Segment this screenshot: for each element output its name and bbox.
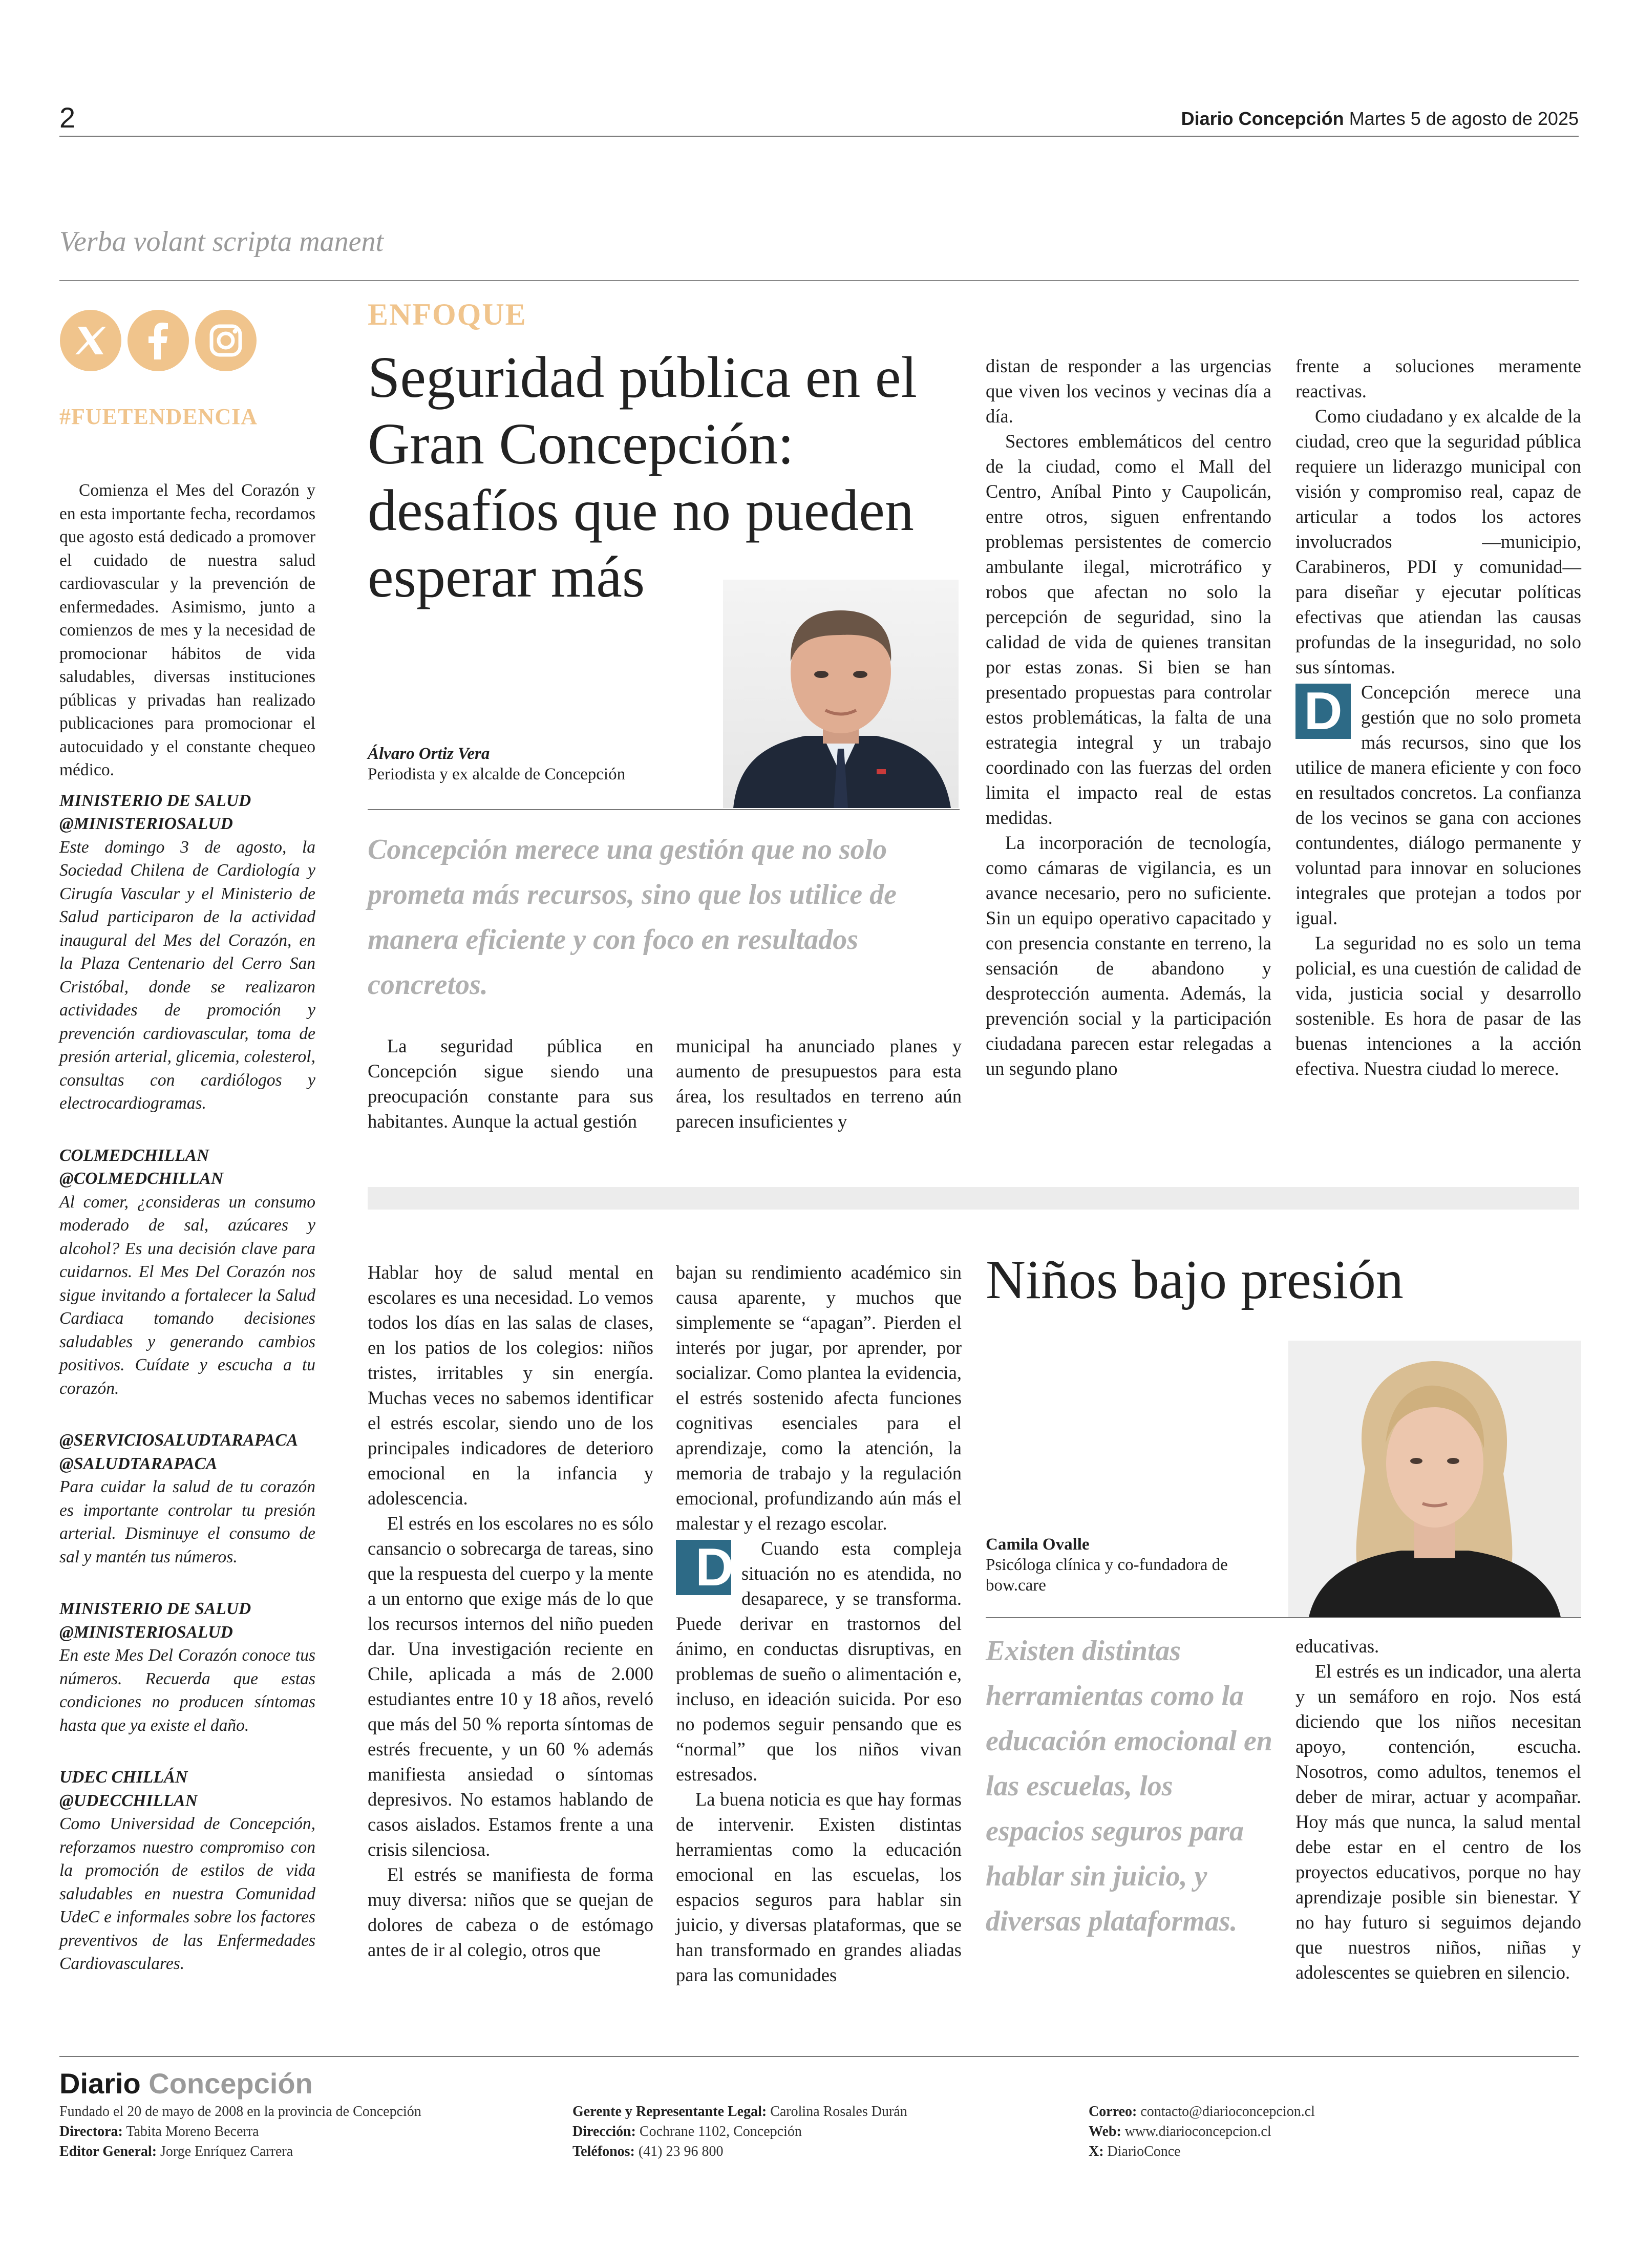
sidebar-intro: Comienza el Mes del Corazón y en esta importante fecha, recordamos que agosto está dedicado a promover el cuidado de nuestra salud cardiovascular y la prevención de enfermedades. Asimismo, junto a comienzos de mes y la necesidad de promocionar hábitos de vida saludables, diversas instituciones públicas y privadas han realizado publicaciones para promocionar el autocuidado y el constante chequeo médico.: [59, 481, 315, 779]
author-byline: [368, 744, 675, 785]
tweet-account: UDEC CHILLÁN: [59, 1768, 188, 1787]
author-name: Camila Ovalle: [986, 1535, 1090, 1554]
x-logo-icon: [59, 309, 122, 372]
author-photo: [1288, 1341, 1581, 1617]
tweet-card: [59, 1144, 315, 1401]
footer-email: Correo: contacto@diarioconcepcion.cl: [1089, 2104, 1315, 2119]
x-handle-link[interactable]: DiarioConce: [1107, 2144, 1181, 2159]
footer-logo-concepcion: Concepción: [148, 2067, 313, 2100]
paragraph-text: Cuando esta compleja situación no es atendida, no desaparece, y se transforma. Puede derivar en trastornos del ánimo, en conductas disruptivas, en problemas de sueño o alimentación e, incluso, en ideación suicida. Por eso no podemos seguir pensando que es “normal” que los niños vivan estresados.: [676, 1538, 962, 1785]
footer-col-3: [1089, 2102, 1580, 2161]
author-byline: [986, 1534, 1272, 1596]
web-link[interactable]: www.diarioconcepcion.cl: [1124, 2124, 1271, 2139]
article1-column-2: [676, 1033, 962, 1134]
motto-rule: [59, 280, 1579, 281]
tweet-text: Al comer, ¿consideras un consumo moderado de sal, azúcares y alcohol? Es una decisión clave para cuidarnos. El Mes Del Corazón nos sigue invitando a fortalecer la Salud Cardiaca tomando decisiones saludables y generando cambios positivos. Cuídate y escucha a tu corazón.: [59, 1192, 315, 1398]
pull-quote: Existen distintas herramientas como la educación emocional en las escuelas, los espacios seguros para hablar sin juicio, y diversas plataformas.: [986, 1635, 1272, 1937]
dropcap: D: [1295, 684, 1351, 739]
paragraph: La seguridad no es solo un tema policial, es una cuestión de calidad de vida, justicia social y desarrollo sostenible. Es hora de pasar de las buenas intenciones a la acción efectiva. Nuestra ciudad lo merece.: [1295, 932, 1581, 1079]
page-number: 2: [59, 101, 76, 134]
paragraph: bajan su rendimiento académico sin causa aparente, y muchos que simplemente se “apagan”. Pierden el interés por jugar, por aprender, por socializar. Como plantea la evidencia, el estrés sostenido afecta funciones cognitivas esenciales para el aprendizaje, como la atención, la memoria de trabajo y la regulación emocional, profundizando aún más el malestar y el rezago escolar.: [676, 1262, 962, 1534]
footer-director: Directora: Tabita Moreno Becerra: [59, 2124, 259, 2139]
social-icons: [59, 307, 264, 374]
pull-quote: Concepción merece una gestión que no solo prometa más recursos, sino que los utilice de manera eficiente y con foco en resultados concretos.: [368, 834, 897, 1001]
header-rule: [59, 136, 1579, 137]
author-role: Periodista y ex alcalde de Concepción: [368, 765, 626, 783]
paragraph: La seguridad pública en Concepción sigue siendo una preocupación constante para sus habitantes. Aunque la actual gestión: [368, 1035, 653, 1132]
paragraph: Hablar hoy de salud mental en escolares es una necesidad. Lo vemos todos los días en las salas de clases, en los patios de los colegios: niños tristes, irritables y sin energía. Muchas veces no sabemos identificar el estrés escolar, siendo uno de los principales indicadores de deterioro emocional en la infancia y adolescencia.: [368, 1262, 653, 1509]
footer-manager: Gerente y Representante Legal: Carolina Rosales Durán: [572, 2104, 907, 2119]
tweet-account: @SERVICIOSALUDTARAPACA: [59, 1431, 299, 1450]
paragraph: El estrés se manifiesta de forma muy diversa: niños que se quejan de dolores de cabeza o de estómago antes de ir al colegio, otros que: [368, 1864, 653, 1960]
tweet-card: [59, 1597, 315, 1737]
motto: Verba volant scripta manent: [59, 226, 384, 258]
paragraph: Sectores emblemáticos del centro de la ciudad, como el Mall del Centro, Aníbal Pinto y Caupolicán, entre otros, siguen enfrentando problemas persistentes de comercio ambulante ilegal, microtráfico y robos que afectan no solo la percepción de seguridad, sino la calidad de vida de quienes transitan por estas zonas. Si bien se han presentado propuestas para controlar estos problemáticas, la falta de una estrategia integral y un trabajo coordinado con las fuerzas del orden limita el impacto real de estas medidas.: [986, 431, 1271, 828]
footer-phone: Teléfonos: (41) 23 96 800: [572, 2144, 724, 2159]
article2-title: Niños bajo presión: [986, 1249, 1404, 1310]
author-photo: [723, 580, 959, 808]
footer-address: Dirección: Cochrane 1102, Concepción: [572, 2124, 802, 2139]
article1-title: Seguridad pública en el Gran Concepción: desafíos que no pueden esperar más: [368, 345, 918, 609]
paragraph: municipal ha anunciado planes y aumento de presupuestos para esta área, los resultados en terreno aún parecen insuficientes y: [676, 1035, 962, 1132]
footer-rule: [59, 2056, 1579, 2057]
paragraph: La buena noticia es que hay formas de intervenir. Existen distintas herramientas como la educación emocional en las escuelas, los espacios seguros para hablar sin juicio, y diversas plataformas, que se han transformado en grandes aliadas para las comunidades: [676, 1789, 962, 1985]
tweet-handle: @MINISTERIOSALUD: [59, 814, 233, 833]
footer-col-2: [572, 2102, 1085, 2161]
paragraph: [1295, 680, 1581, 930]
tweet-account: MINISTERIO DE SALUD: [59, 1599, 251, 1618]
paragraph: La incorporación de tecnología, como cámaras de vigilancia, es un avance necesario, pero no suficiente. Sin un equipo operativo capacitado y con presencia constante en terreno, la sensación de abandono y desprotección aumenta. Además, la prevención social y la participación ciudadana parecen estar relegadas a un segundo plano: [986, 832, 1271, 1079]
paper-name: Diario Concepción: [1181, 108, 1344, 129]
paragraph: El estrés es un indicador, una alerta y un semáforo en rojo. Nos está diciendo que los niños necesitan apoyo, contención, escucha. Nosotros, como adultos, tenemos el deber de mirar, actuar y acompañar. Hoy más que nunca, la salud mental debe estar en el centro de los proyectos educativos, porque no hay aprendizaje posible sin bienestar. Y no hay futuro si seguimos dejando que nuestros niños, niñas y adolescentes se quiebren en silencio.: [1295, 1661, 1581, 1983]
tweet-text: Este domingo 3 de agosto, la Sociedad Chilena de Cardiología y Cirugía Vascular y el Ministerio de Salud participaron de la actividad inaugural del Mes del Corazón, en la Plaza Centenario del Cerro San Cristóbal, donde se realizaron actividades de promoción y prevención cardiovascular, toma de presión arterial, glicemia, colesterol, consultas con cardiólogos y electrocardiogramas.: [59, 837, 315, 1113]
instagram-logo-icon: [195, 309, 257, 372]
footer-web: Web: www.diarioconcepcion.cl: [1089, 2124, 1271, 2139]
tweet-text: Para cuidar la salud de tu corazón es importante controlar tu presión arterial. Disminuye el consumo de sal y mantén tus números.: [59, 1477, 315, 1566]
byline-rule: [368, 809, 960, 810]
footer-founded: Fundado el 20 de mayo de 2008 en la provincia de Concepción: [59, 2104, 421, 2119]
tweet-account: MINISTERIO DE SALUD: [59, 791, 251, 810]
trend-tag: #FUETENDENCIA: [59, 404, 258, 429]
article2-column-4: [1295, 1634, 1581, 1985]
tweet-text: Como Universidad de Concepción, reforzamos nuestro compromiso con la promoción de estilos de vida saludables en nuestra Comunidad UdeC e informales sobre los factores preventivos de las Enfermedades Cardiovasculares.: [59, 1814, 315, 1973]
tweet-card: [59, 1766, 315, 1976]
tweet-handle: @SALUDTARAPACA: [59, 1454, 218, 1473]
article1-column-1: [368, 1033, 653, 1134]
facebook-logo-icon: [127, 309, 189, 372]
paragraph: educativas.: [1295, 1636, 1379, 1657]
email-link[interactable]: contacto@diarioconcepcion.cl: [1140, 2104, 1315, 2119]
article2-column-2: [676, 1260, 962, 1987]
paragraph: distan de responder a las urgencias que viven los vecinos y vecinas día a día.: [986, 355, 1271, 427]
paragraph: [676, 1536, 962, 1787]
author-role: Psicóloga clínica y co-fundadora de bow.care: [986, 1556, 1228, 1595]
tweet-handle: @UDECCHILLAN: [59, 1791, 198, 1810]
paragraph-text: Concepción merece una gestión que no solo prometa más recursos, sino que los utilice de manera eficiente y con foco en resultados concretos. La confianza de los vecinos se gana con acciones contundentes, diálogo permanente y voluntad para innovar en soluciones integrales que protejan a todos por igual.: [1295, 682, 1581, 928]
tweet-handle: @MINISTERIOSALUD: [59, 1622, 233, 1642]
page-header-info: [1181, 108, 1579, 130]
section-label: ENFOQUE: [368, 298, 527, 331]
paragraph: El estrés en los escolares no es sólo cansancio o sobrecarga de tareas, sino que la respuesta del cuerpo y la mente a un entorno que exige más de lo que los recursos internos del niño pueden dar. Una investigación reciente en Chile, aplicada a más de 2.000 estudiantes entre 10 y 18 años, reveló que más del 50 % reporta síntomas de estrés frecuente, y un 60 % además manifiesta ansiedad o síntomas depresivos. No estamos hablando de casos aislados. Estamos frente a una crisis silenciosa.: [368, 1513, 653, 1860]
tweet-handle: @COLMEDCHILLAN: [59, 1169, 224, 1188]
issue-date: Martes 5 de agosto de 2025: [1349, 108, 1579, 129]
byline-rule: [986, 1617, 1581, 1618]
paragraph: Como ciudadano y ex alcalde de la ciudad, creo que la seguridad pública requiere un liderazgo municipal con visión y compromiso real, capaz de articular a todos los actores involucrados —municipio, Carabineros, PDI y comunidad— para diseñar y ejecutar políticas efectivas que atiendan las causas profundas de la inseguridad, no solo sus síntomas.: [1295, 406, 1581, 677]
footer-logo: [59, 2068, 313, 2100]
tweet-account: COLMEDCHILLAN: [59, 1146, 209, 1165]
footer-x: X: DiarioConce: [1089, 2144, 1181, 2159]
tweet-text: En este Mes Del Corazón conoce tus números. Recuerda que estas condiciones no producen síntomas hasta que ya existe el daño.: [59, 1646, 315, 1735]
footer-editor: Editor General: Jorge Enríquez Carrera: [59, 2144, 293, 2159]
article1-column-3: [986, 353, 1271, 1081]
tweet-card: [59, 789, 315, 1115]
article1-column-4: [1295, 353, 1581, 1081]
author-name: Álvaro Ortiz Vera: [368, 745, 490, 763]
paragraph: frente a soluciones meramente reactivas.: [1295, 355, 1581, 401]
tweet-card: [59, 1429, 315, 1568]
dropcap: D: [676, 1540, 731, 1595]
section-separator: [368, 1187, 1579, 1210]
footer-logo-diario: Diario: [59, 2067, 141, 2100]
sidebar-column: [59, 479, 315, 1976]
footer-col-1: [59, 2102, 571, 2161]
article2-column-1: [368, 1260, 653, 1962]
